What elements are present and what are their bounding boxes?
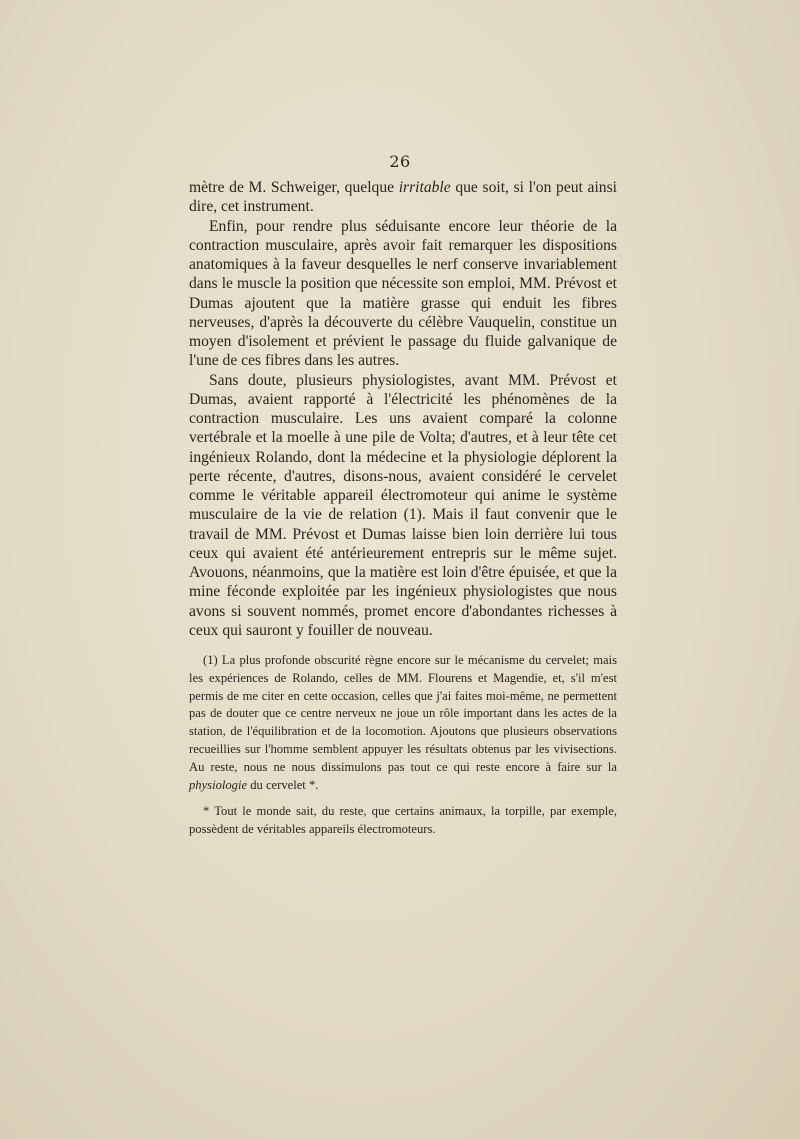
footnote: [189, 652, 617, 794]
main-text: [189, 178, 617, 640]
paragraph: [189, 371, 617, 641]
text-run-italic: physiologie: [189, 777, 248, 792]
text-run: que soit, si l'on peut ainsi dire, cet instrument.: [189, 179, 617, 216]
paragraph: [189, 178, 617, 217]
paragraph: [189, 217, 617, 371]
page-number: 26: [389, 152, 411, 171]
text-run: * Tout le monde sait, du reste, que certains animaux, la torpille, par exemple, possèdent de véritables appareils électromoteurs.: [189, 804, 617, 837]
text-run: Enfin, pour rendre plus séduisante encore leur théorie de la contraction musculaire, après avoir fait remarquer les dispositions anatomiques à la faveur desquelles le nerf conserve invariablement dans le muscle la position que nécessite son emploi, MM. Prévost et Dumas ajoutent que la matière grasse qui enduit les fibres nerveuses, d'après la découverte du célèbre Vauquelin, constitue un moyen d'isolement et prévient le passage du fluide galvanique de l'une de ces fibres dans les autres.: [189, 217, 617, 370]
text-run: du cervelet *.: [247, 777, 319, 792]
footnote: [189, 803, 617, 839]
text-run: mètre de M. Schweiger, quelque: [189, 179, 399, 196]
text-run-italic: irritable: [398, 179, 451, 196]
text-run: Sans doute, plusieurs physiologistes, avant MM. Prévost et Dumas, avaient rapporté à l'électricité les phénomènes de la contraction musculaire. Les uns avaient comparé la colonne vertébrale et la moelle à une pile de Volta; d'autres, et à leur tête cet ingénieux Rolando, dont la médecine et la physiologie déplorent la perte récente, d'autres, disons-nous, avaient considéré le cervelet comme le véritable appareil électromoteur qui anime le système musculaire de la vie de relation (1). Mais il faut convenir que le travail de MM. Prévost et Dumas laisse bien loin derrière lui tous ceux qui avaient été antérieurement entrepris sur le même sujet. Avouons, néanmoins, que la matière est loin d'être épuisée, et que la mine féconde exploitée par les ingénieux physiologistes que nous avons si souvent nommés, promet encore d'abondantes richesses à ceux qui sauront y fouiller de nouveau.: [189, 371, 617, 639]
footnotes: [189, 652, 617, 839]
text-run: (1) La plus profonde obscurité règne encore sur le mécanisme du cervelet; mais les expériences de Rolando, celles de MM. Flourens et Magendie, et, s'il m'est permis de me citer en cette occasion, celles que j'ai faites moi-même, ne permettent pas de douter que ce centre nerveux ne joue un rôle important dans les actes de la station, de l'équilibration et de la locomotion. Ajoutons que plusieurs observations recueillies sur l'homme semblent appuyer les résultats obtenus par les vivisections. Au reste, nous ne nous dissimulons pas tout ce qui reste encore à faire sur la: [189, 653, 617, 774]
